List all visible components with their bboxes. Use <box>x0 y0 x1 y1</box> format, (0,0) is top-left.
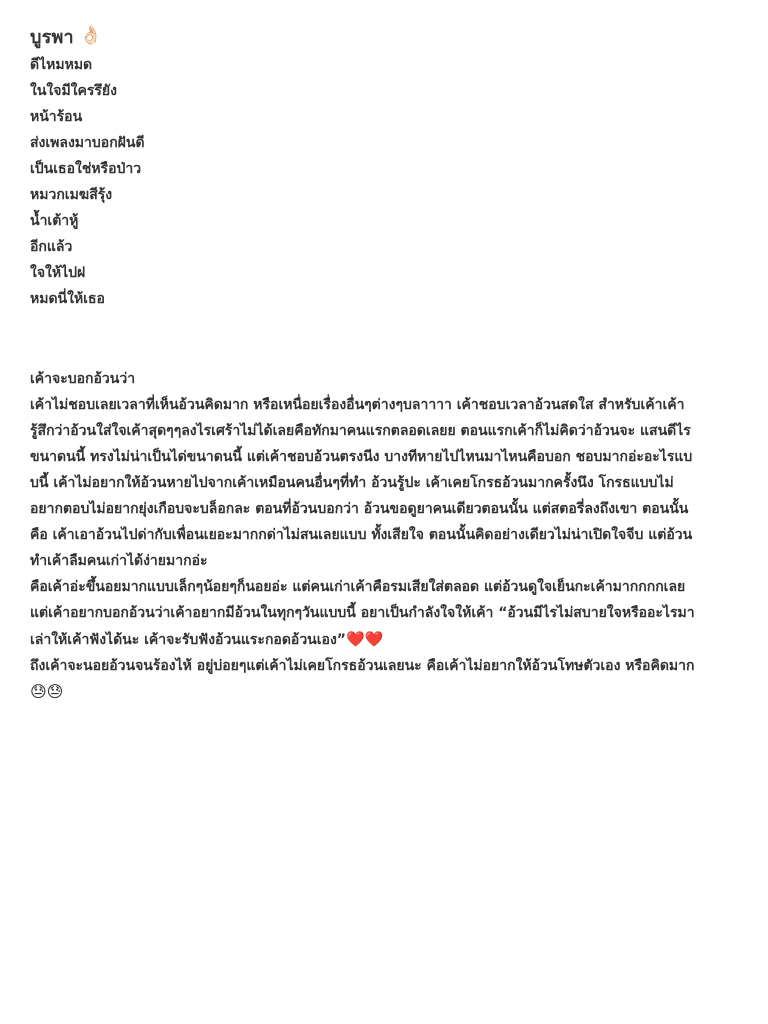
message-paragraph-3-text: ถึงเค้าจะนอยอ้วนจนร้องไห้ อยู่บ่อยๆแต่เค้าไม่เคยโกรธอ้วนเลยนะ คือเค้าไม่อยากให้อ้วนโทษตัวเอง หรือคิดมาก <box>30 658 695 674</box>
message-paragraph-2 <box>30 574 742 653</box>
note-title: บูรพา <box>30 26 74 48</box>
message-intro: เค้าจะบอกอ้วนว่า <box>30 371 136 387</box>
list-item: หน้าร้อน <box>30 109 83 125</box>
note-page <box>30 22 742 706</box>
ok-hand-emoji-icon: 👌🏻 <box>79 25 103 46</box>
list-item: ในใจมีใครรึยัง <box>30 83 117 99</box>
list-item: อีกแล้ว <box>30 239 73 255</box>
red-heart-icon: ❤️❤️ <box>345 630 384 648</box>
list-item: เป็นเธอใช่หรือป่าว <box>30 161 142 177</box>
message-paragraph-3 <box>30 653 742 706</box>
list-item: น้ำเต้าหู้ <box>30 213 79 229</box>
list-item: หมวกเมฆสีรุ้ง <box>30 187 113 203</box>
list-item: ดีไหมหมด <box>30 57 93 73</box>
title-row <box>30 22 742 50</box>
downcast-sweat-face-icon: 😓😓 <box>30 682 64 701</box>
list-item: ใจให้ไปฝ <box>30 265 86 281</box>
message-paragraph-1: เค้าไม่ชอบเลยเวลาที่เห็นอ้วนคิดมาก หรือเหนื่อยเรื่องอื่นๆต่างๆบลาาาา เค้าชอบเวลาอ้วนสดใส สำหรับเค้าเค้า รู้สึกว่าอ้วนใส่ใจเค้าสุดๆๆลงไรเศร้าไม่ได้เลยคือทักมาคนแรกตลอดเลยย ตอนแรกเค้าก็ไม่คิดว่าอ้วนจะ แสนดีไร ขนาดนนี้ ทรงไม่น่าเป็นได่ขนาดนนี้ แต่เค้าชอบอ้วนตรงนีง บางทีหายไปไหนมาไหนคือบอก ชอบมากอ่ะอะไรแบ บนี้ เค้าไม่อยากให้อ้วนหายไปจากเค้าเหมือนคนอื่นๆที่ทำ อ้วนรู้ปะ เค้าเคยโกรธอ้วนมากครั้งนึง โกรธแบบไม่ อยากตอบไม่อยากยุ่งเกือบจะบล็อกละ ตอนที่อ้วนบอกว่า อ้วนขอดูยาคนเดียวตอนนั้น แต่สตอรี่ลงถึงเขา ตอนนั้น คือ เค้าเอาอ้วนไปด่ากับเพื่อนเยอะมากกด่าไม่สนเลยแบบ ทั้งเสียใจ ตอนนั้นคิดอย่างเดียวไม่น่าเปิดใจจีบ แต่อ้วน ทำเค้าลืมคนเก่าได้ง่ายมากอ่ะ <box>30 397 693 569</box>
song-list <box>30 52 742 312</box>
message-body <box>30 366 742 706</box>
list-item: ส่งเพลงมาบอกฝันดี <box>30 135 145 151</box>
message-paragraph-2-text: คือเค้าอ่ะขึ้นอยมากแบบเล็กๆน้อยๆก็นอยอ่ะ แต่คนเก่าเค้าคือรมเสียใส่ตลอด แต่อ้วนดูใจเย็นกะเค้ามากกกกเลย แต่เค้าอยากบอกอ้วนว่าเค้าอยากมีอ้วนในทุกๆวันแบบนี้ อยาเป็นกำลังใจให้เค้า “อ้วนมีไรไม่สบายใจหรืออะไรมา เล่าให้เค้าฟังได้นะ เค้าจะรับฟังอ้วนแระกอดอ้วนเอง” <box>30 579 695 648</box>
list-item: หมดนี่ให้เธอ <box>30 291 105 307</box>
